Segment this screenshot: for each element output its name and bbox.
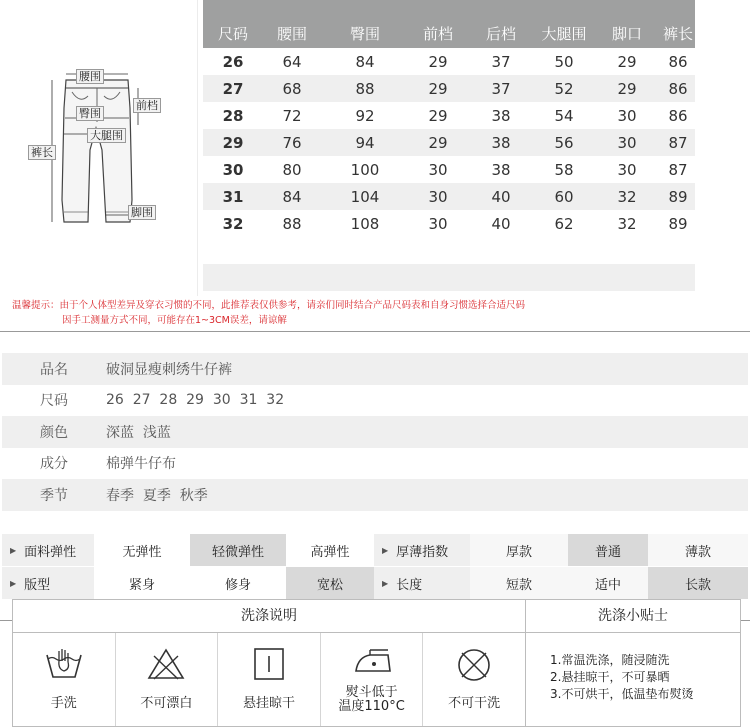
care-instructions (12, 599, 741, 727)
measurement-value: 29 (428, 106, 448, 125)
size-row (203, 48, 695, 75)
attr-label: 成分 (40, 456, 68, 473)
measurement-value: 50 (554, 52, 574, 71)
measurement-value: 89 (668, 214, 688, 233)
header-thigh: 大腿围 (541, 25, 587, 43)
measurement-value: 56 (554, 133, 574, 152)
fit-option: 修身 (224, 577, 251, 593)
header-hem: 脚口 (611, 25, 642, 43)
length-option: 适中 (568, 567, 648, 599)
thickness-option-selected: 普通 (568, 534, 648, 566)
attr-row-material (2, 448, 748, 480)
notice-line-2: 因手工测量方式不同，可能存在1~3CM误差，请谅解 (62, 315, 287, 326)
header-hip: 臀围 (349, 25, 380, 43)
size-value: 32 (222, 214, 244, 233)
length-feature-label: 长度 (396, 577, 423, 593)
measurement-value: 58 (554, 160, 574, 179)
measurement-value: 64 (282, 52, 302, 71)
triangle-right-icon: ▶ (382, 545, 389, 555)
attr-label: 颜色 (40, 424, 68, 441)
measurement-value: 38 (491, 160, 511, 179)
washing-instructions (13, 600, 525, 726)
length-option: 短款 (470, 567, 568, 599)
side-divider-left (0, 620, 12, 621)
header-size: 尺码 (217, 25, 248, 43)
fit-option: 紧身 (128, 577, 155, 593)
elasticity-option-selected: 轻微弹性 (190, 534, 286, 566)
size-notice (12, 298, 525, 328)
attr-value: 破洞显瘦刺绣牛仔裤 (106, 361, 232, 378)
measurement-value: 40 (491, 214, 511, 233)
iron-label (321, 686, 423, 714)
measurement-value: 84 (355, 52, 375, 71)
waist-label: 腰围 (76, 69, 104, 84)
measurement-value: 76 (282, 133, 302, 152)
size-row (203, 102, 695, 129)
measurement-value: 40 (491, 187, 511, 206)
no-bleach-label: 不可漂白 (140, 696, 193, 711)
measurement-value: 30 (617, 133, 637, 152)
header-back-rise: 后档 (485, 25, 516, 43)
care-item-no-dry-clean (423, 633, 525, 726)
measurement-value: 60 (554, 187, 574, 206)
measurement-value: 38 (491, 106, 511, 125)
measurement-value: 72 (282, 106, 302, 125)
fit-label-cell (2, 567, 94, 599)
thickness-option: 厚款 (470, 534, 568, 566)
measurement-value: 86 (668, 79, 688, 98)
size-row (203, 156, 695, 183)
side-divider-right (741, 620, 750, 621)
attr-value: 26 27 28 29 30 31 32 (106, 392, 285, 409)
thickness-label: 厚薄指数 (396, 544, 449, 560)
measurement-value: 30 (428, 160, 448, 179)
measurement-value: 32 (617, 214, 637, 233)
measurement-value: 87 (668, 133, 688, 152)
iron-low-icon (350, 647, 394, 677)
length-option-selected: 长款 (648, 567, 748, 599)
measurement-value: 29 (617, 79, 637, 98)
measurement-value: 38 (491, 133, 511, 152)
tip-item: 2.悬挂晾干，不可暴晒 (550, 670, 670, 684)
no-dry-clean-label: 不可干洗 (448, 696, 501, 711)
elasticity-option: 高弹性 (310, 544, 350, 560)
attr-value: 深蓝 浅蓝 (106, 424, 171, 441)
measurement-value: 108 (350, 214, 380, 233)
care-item-iron (321, 633, 424, 726)
iron-label-line-2: 温度110°C (338, 699, 405, 714)
measurement-value: 86 (668, 106, 688, 125)
hip-label: 臀围 (76, 106, 104, 121)
care-symbols (13, 633, 525, 726)
measurement-value: 54 (554, 106, 574, 125)
measurement-value: 88 (282, 214, 302, 233)
size-value: 27 (222, 79, 244, 98)
washing-instructions-title: 洗涤说明 (13, 600, 525, 633)
notice-line-1: 温馨提示：由于个人体型差异及穿衣习惯的不同，此推荐表仅供参考，请亲们同时结合产品尺码表和自身习惯选择合适尺码 (12, 300, 526, 311)
hand-wash-label: 手洗 (50, 696, 77, 711)
measurement-value: 30 (617, 160, 637, 179)
tip-item: 3.不可烘干，低温垫布熨烫 (550, 687, 694, 701)
triangle-right-icon: ▶ (10, 545, 17, 555)
thickness-option: 薄款 (648, 534, 748, 566)
line-dry-icon (249, 647, 289, 681)
measurement-value: 30 (617, 106, 637, 125)
size-row (203, 210, 695, 237)
elasticity-label-cell (2, 534, 94, 566)
hem-label: 脚围 (128, 205, 156, 220)
measurement-value: 88 (355, 79, 375, 98)
size-chart-body (203, 48, 695, 237)
header-length: 裤长 (662, 25, 693, 43)
measurement-value: 37 (491, 52, 511, 71)
elasticity-label: 面料弹性 (24, 544, 77, 560)
measurement-value: 37 (491, 79, 511, 98)
care-item-hand-wash (13, 633, 116, 726)
measurement-value: 104 (350, 187, 380, 206)
size-row (203, 183, 695, 210)
measurement-value: 94 (355, 133, 375, 152)
attr-label: 季节 (40, 487, 68, 504)
length-label-cell (374, 567, 470, 599)
elasticity-option: 无弹性 (122, 544, 162, 560)
attr-row-color (2, 416, 748, 448)
feature-indicators (2, 534, 748, 599)
measurement-value: 68 (282, 79, 302, 98)
triangle-right-icon: ▶ (382, 578, 389, 588)
line-dry-label: 悬挂晾干 (242, 696, 295, 711)
washing-tips-list (526, 633, 740, 703)
measurement-value: 30 (428, 187, 448, 206)
measurement-value: 62 (554, 214, 574, 233)
header-waist: 腰围 (276, 25, 307, 43)
measurement-value: 29 (428, 52, 448, 71)
thickness-label-cell (374, 534, 470, 566)
measurement-value: 29 (428, 79, 448, 98)
measurement-value: 52 (554, 79, 574, 98)
feature-row-fit-length (2, 567, 748, 599)
header-front-rise: 前档 (422, 25, 453, 43)
measurement-value: 30 (428, 214, 448, 233)
no-bleach-icon (146, 647, 186, 681)
washing-tips (525, 600, 740, 726)
measurement-value: 29 (428, 133, 448, 152)
hand-wash-icon (44, 647, 84, 681)
no-dry-clean-icon (454, 647, 494, 683)
attr-label: 尺码 (40, 393, 68, 410)
fit-label: 版型 (24, 577, 51, 593)
care-item-no-bleach (116, 633, 219, 726)
pants-measurement-diagram (8, 0, 198, 296)
size-value: 29 (222, 133, 244, 152)
size-value: 26 (222, 52, 244, 71)
measurement-value: 80 (282, 160, 302, 179)
length-label: 裤长 (28, 145, 56, 160)
size-row (203, 75, 695, 102)
iron-label-line-1: 熨斗低于 (345, 685, 398, 700)
tip-item: 1.常温洗涤，随浸随洗 (550, 653, 670, 667)
attr-row-size (2, 385, 748, 417)
size-chart-header (203, 0, 695, 48)
attr-row-season (2, 479, 748, 511)
feature-row-elasticity-thickness (2, 534, 748, 566)
care-item-line-dry (218, 633, 321, 726)
attr-row-name (2, 353, 748, 385)
attr-label: 品名 (40, 361, 68, 378)
size-value: 30 (222, 160, 244, 179)
attr-value: 棉弹牛仔布 (106, 456, 176, 473)
measurement-value: 29 (617, 52, 637, 71)
measurement-value: 87 (668, 160, 688, 179)
front-rise-label: 前档 (133, 98, 161, 113)
section-divider (0, 331, 750, 332)
fit-option-selected: 宽松 (286, 567, 374, 599)
size-row (203, 129, 695, 156)
measurement-value: 86 (668, 52, 688, 71)
washing-tips-title: 洗涤小贴士 (526, 600, 740, 633)
size-chart-footer (203, 264, 695, 291)
size-value: 28 (222, 106, 244, 125)
measurement-value: 84 (282, 187, 302, 206)
thigh-label: 大腿围 (87, 128, 126, 143)
size-chart-gap (203, 237, 695, 264)
attr-value: 春季 夏季 秋季 (106, 487, 208, 504)
triangle-right-icon: ▶ (10, 578, 17, 588)
size-value: 31 (222, 187, 244, 206)
product-attributes (2, 353, 748, 511)
measurement-value: 89 (668, 187, 688, 206)
measurement-value: 100 (350, 160, 380, 179)
measurement-value: 32 (617, 187, 637, 206)
measurement-value: 92 (355, 106, 375, 125)
size-chart-table (203, 0, 695, 291)
